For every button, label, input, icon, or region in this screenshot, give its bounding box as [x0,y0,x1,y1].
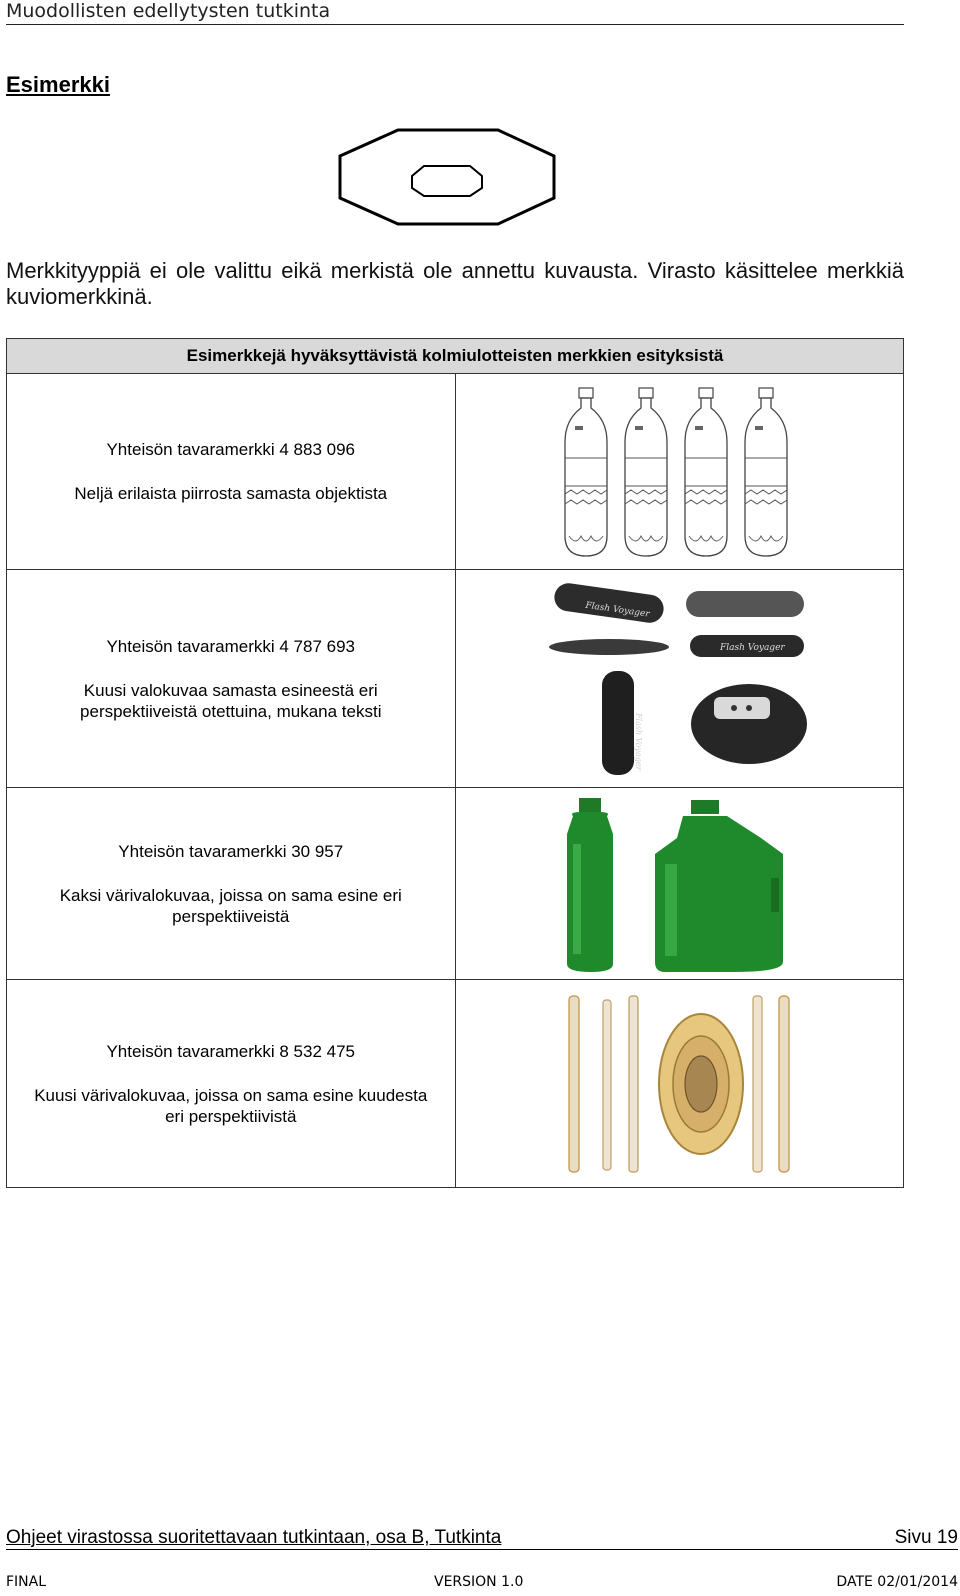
table-row [7,788,904,980]
table-row [7,570,904,788]
footer-version: VERSION 1.0 [434,1574,524,1590]
trademark-number: Yhteisön tavaramerkki 8 532 475 [106,1041,356,1061]
row-description [7,788,456,980]
example-mark-figure [338,128,558,228]
footer-title-line [6,1527,958,1550]
trademark-description: Kuusi värivalokuvaa, joissa on sama esine kuudesta eri perspektiivistä [34,1085,428,1126]
footer-status: FINAL [6,1574,47,1590]
row-description [7,570,456,788]
row-image [455,980,904,1188]
running-header: Muodollisten edellytysten tutkinta [6,0,904,25]
table-row [7,374,904,570]
row-description [7,980,456,1188]
intro-paragraph: Merkkityyppiä ei ole valittu eikä merkistä ole annettu kuvausta. Virasto käsittelee merkkiä kuviomerkkinä. [6,258,904,309]
trademark-description: Neljä erilaista piirrosta samasta objektista [74,484,388,503]
green-bottle-photos-icon [561,794,797,974]
row-image [455,374,904,570]
trademark-number: Yhteisön tavaramerkki 30 957 [118,841,344,861]
drive-text: Flash Voyager [584,600,651,620]
drive-text: Flash Voyager [720,642,785,653]
row-image [455,570,904,788]
footer-date: DATE 02/01/2014 [836,1574,958,1590]
trademark-number: Yhteisön tavaramerkki 4 787 693 [106,636,356,656]
table-heading: Esimerkkejä hyväksyttävistä kolmiulotteisten merkkien esityksistä [7,339,904,374]
footer-meta [6,1574,958,1594]
row-image [455,788,904,980]
trademark-number: Yhteisön tavaramerkki 4 883 096 [106,440,356,459]
bottle-drawings-icon [559,384,799,560]
footer-document-title: Ohjeet virastossa suoritettavaan tutkintaan, osa B, Tutkinta [6,1527,502,1548]
drive-text: Flash Voyager [634,712,644,771]
page-number: Sivu 19 [894,1527,958,1548]
row-description [7,374,456,570]
flash-drive-photos-icon [544,579,814,779]
examples-table [6,338,904,1188]
table-row [7,980,904,1188]
trademark-description: Kaksi värivalokuvaa, joissa on sama esine eri perspektiiveistä [59,885,402,926]
gold-object-photos-icon [561,990,797,1178]
trademark-description: Kuusi valokuvaa samasta esineestä eri perspektiiveistä otettuina, mukana teksti [80,680,382,721]
section-heading: Esimerkki [6,72,110,97]
